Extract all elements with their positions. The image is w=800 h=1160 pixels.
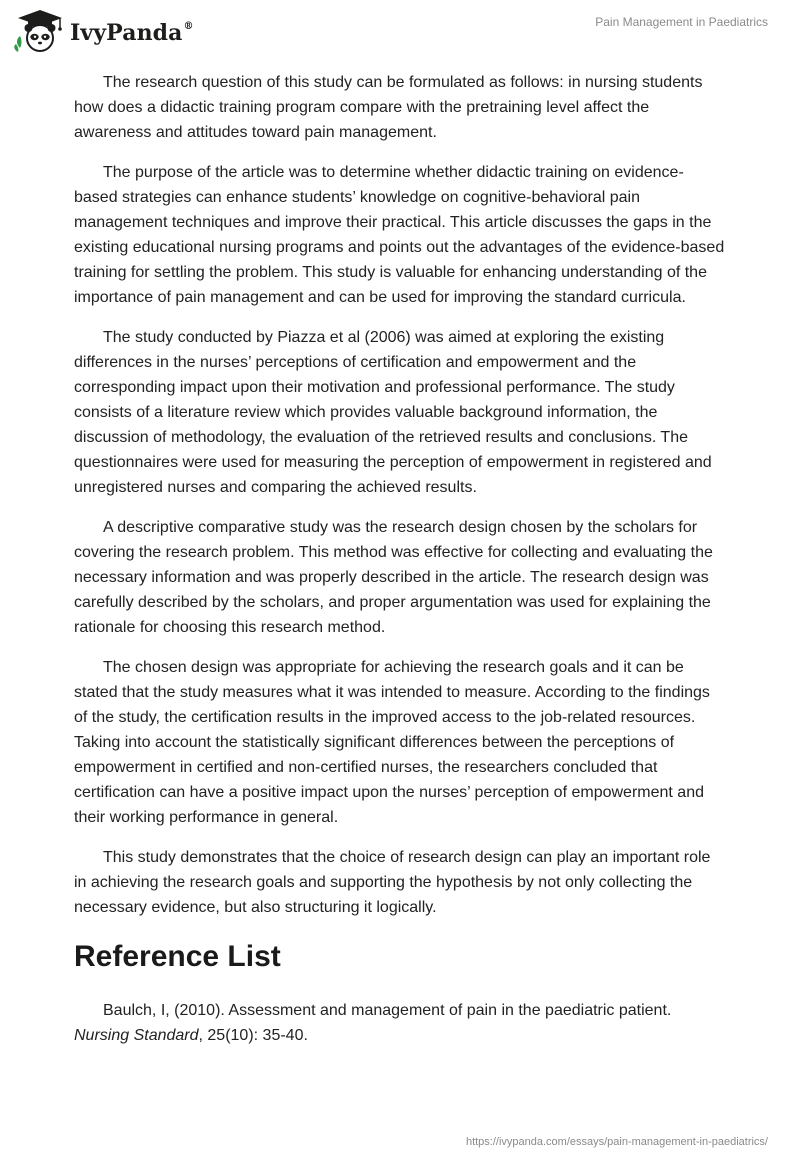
paragraph: A descriptive comparative study was the research design chosen by the scholars for covering the research problem. This method was effective for collecting and evaluating the necessary information and was properly described in the article. The research design was carefully described by the scholars, and proper argumentation was used for explaining the rationale for choosing this research method.: [74, 519, 713, 636]
reference-text: Baulch, I, (2010). Assessment and management of pain in the paediatric patient.: [103, 1002, 672, 1019]
panda-graduate-icon: [14, 8, 66, 54]
reference-journal: Nursing Standard: [74, 1027, 199, 1044]
paragraph: This study demonstrates that the choice of research design can play an important role in achieving the research goals and supporting the hypothesis by not only collecting the necessary evidence, but also structuring it logically.: [74, 849, 711, 916]
reference-details: , 25(10): 35-40.: [198, 1027, 308, 1044]
running-title: Pain Management in Paediatrics: [595, 15, 768, 29]
page-header: [0, 0, 800, 62]
reference-list-heading: Reference List: [74, 940, 281, 973]
source-url[interactable]: https://ivypanda.com/essays/pain-management-in-paediatrics/: [465, 1136, 768, 1148]
reference-item: [74, 998, 726, 1048]
paragraph: The research question of this study can be formulated as follows: in nursing students how does a didactic training program compare with the pretraining level affect the awareness and attitudes toward pain management.: [74, 74, 703, 141]
paragraph: The purpose of the article was to determine whether didactic training on evidence-based strategies can enhance students’ knowledge on cognitive-behavioral pain management techniques and improve their practical. This article discusses the gaps in the existing educational nursing programs and points out the advantages of the evidence-based training for settling the problem. This study is valuable for enhancing understanding of the importance of pain management and can be used for improving the standard curricula.: [74, 164, 725, 306]
brand-name: IvyPanda®: [70, 20, 194, 46]
brand-logo[interactable]: [14, 8, 194, 54]
paragraph: The study conducted by Piazza et al (2006) was aimed at exploring the existing differences in the nurses’ perceptions of certification and empowerment and the corresponding impact upon their motivation and professional performance. The study consists of a literature review which provides valuable background information, the discussion of methodology, the evaluation of the retrieved results and conclusions. The questionnaires were used for measuring the perception of empowerment in registered and unregistered nurses and comparing the achieved results.: [74, 329, 712, 496]
paragraph: The chosen design was appropriate for achieving the research goals and it can be stated that the study measures what it was intended to measure. According to the findings of the study, the certification results in the improved access to the job-related resources. Taking into account the statistically significant differences between the perceptions of empowerment in certified and non-certified nurses, the researchers concluded that certification can have a positive impact upon the nurses’ perception of empowerment and their working performance in general.: [74, 659, 710, 826]
essay-content: [74, 70, 726, 1063]
registered-mark: ®: [183, 20, 194, 32]
